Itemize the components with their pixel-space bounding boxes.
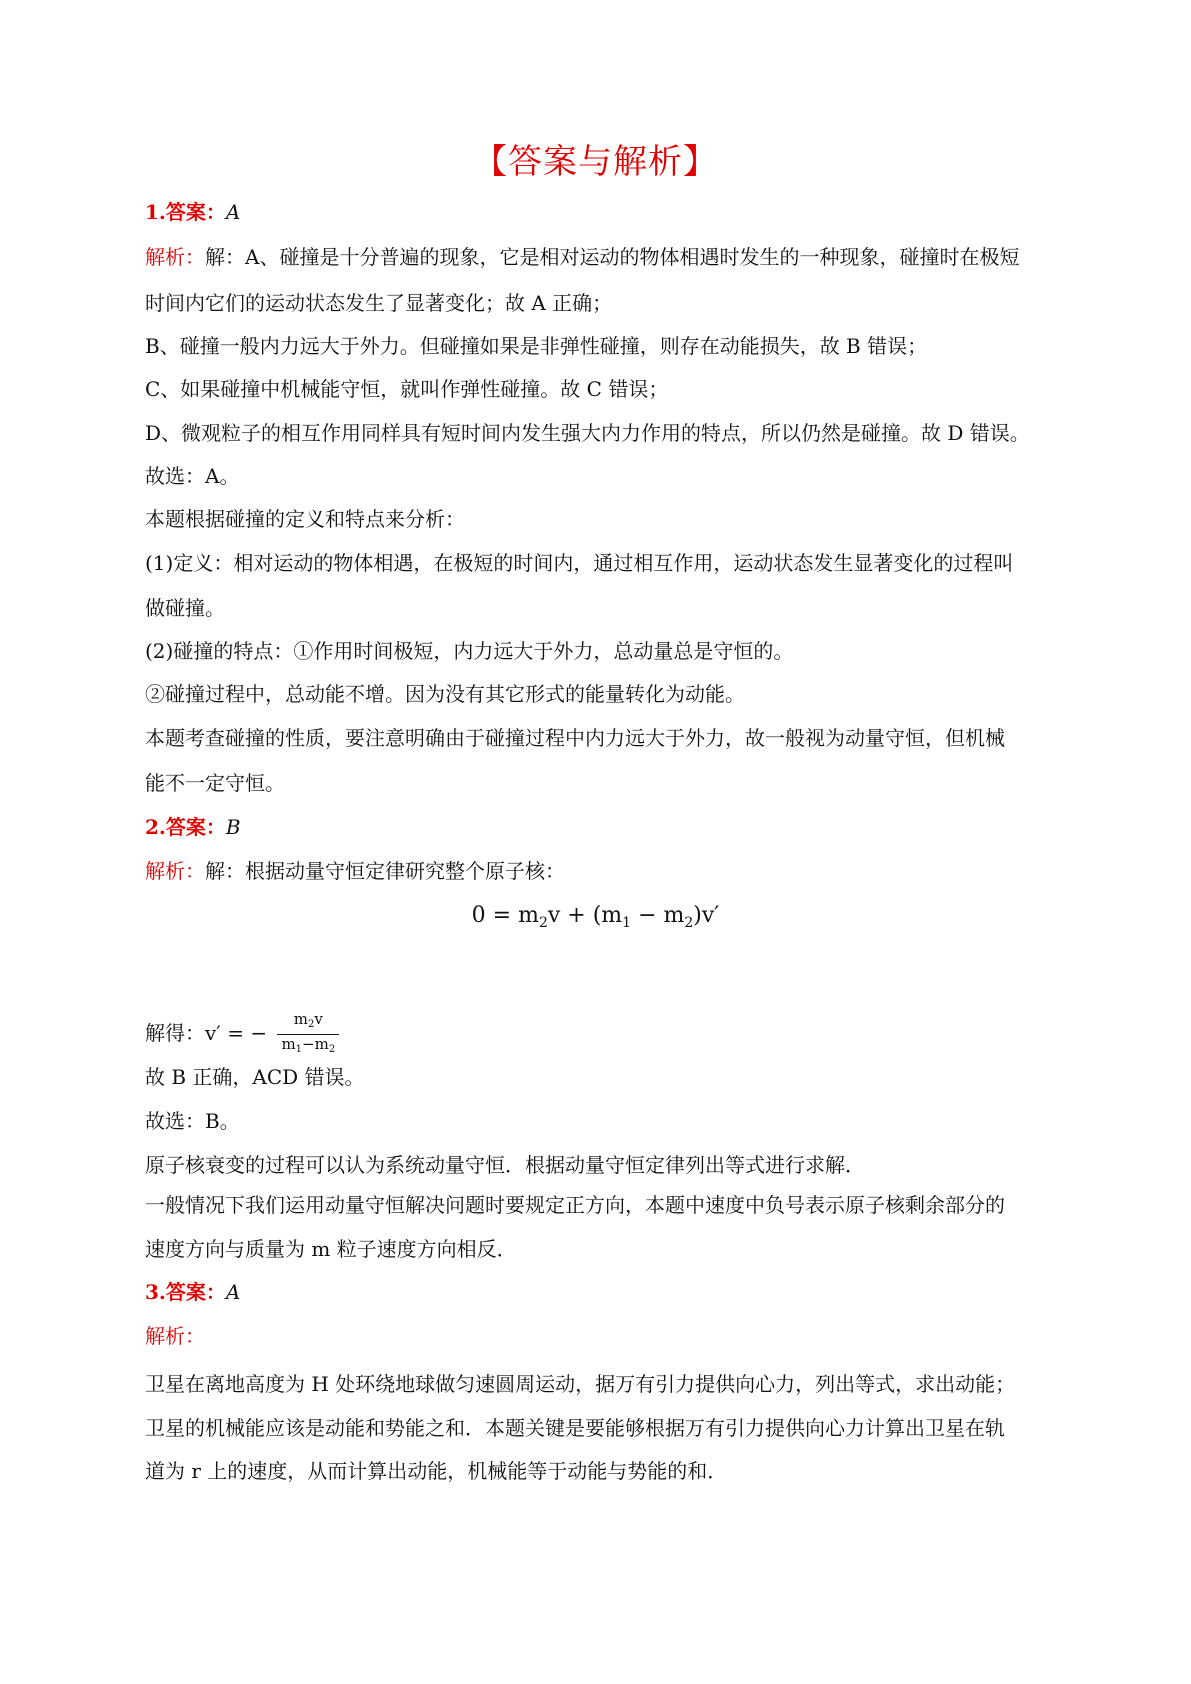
q1-analysis-line-6: 故选：A。 [145, 464, 240, 488]
fraction-numerator [277, 1010, 339, 1035]
q2-analysis-line-4: 原子核衰变的过程可以认为系统动量守恒．根据动量守恒定律列出等式进行求解． [145, 1153, 865, 1177]
q1-answer-label: 1.答案： [145, 200, 226, 224]
q3-answer [145, 1278, 1055, 1306]
q1-answer [145, 198, 1055, 226]
velocity-fraction [277, 1010, 339, 1059]
momentum-equation [0, 901, 1191, 938]
q2-analysis-line-5: 一般情况下我们运用动量守恒解决问题时要规定正方向，本题中速度中负号表示原子核剩余部分的 [145, 1193, 1005, 1217]
q1-analysis-line-13: 能不一定守恒。 [145, 771, 285, 795]
q2-answer-value: B [225, 815, 241, 839]
q2-answer [145, 813, 1055, 841]
q1-analysis-line-9: 做碰撞。 [145, 596, 225, 620]
q1-analysis-line-1 [145, 243, 1055, 271]
q1-analysis-line-4: C、如果碰撞中机械能守恒，就叫作弹性碰撞。故 C 错误； [145, 377, 669, 401]
q2-analysis-line-3: 故选：B。 [145, 1109, 240, 1133]
solve-lhs: v′ = − [205, 1021, 268, 1045]
q3-analysis-line-2: 卫星的机械能应该是动能和势能之和．本题关键是要能够根据万有引力提供向心力计算出卫星在轨 [145, 1416, 1005, 1440]
q1-analysis-line-8: (1)定义：相对运动的物体相遇，在极短的时间内，通过相互作用，运动状态发生显著变化的过程叫 [145, 551, 1014, 575]
q3-analysis-line-3: 道为 r 上的速度，从而计算出动能，机械能等于动能与势能的和． [145, 1459, 728, 1483]
q1-answer-value: A [225, 200, 241, 224]
q1-analysis-line-3: B、碰撞一般内力远大于外力。但碰撞如果是非弹性碰撞，则存在动能损失，故 B 错误； [145, 334, 928, 358]
q2-analysis-line-6: 速度方向与质量为 m 粒子速度方向相反． [145, 1237, 517, 1261]
q2-analysis-label: 解析： [145, 859, 205, 883]
frac-sub: 1 [295, 1044, 303, 1055]
eq-part: − m [631, 903, 685, 928]
q3-analysis-label: 解析： [145, 1324, 205, 1348]
q3-analysis-line-1: 卫星在离地高度为 H 处环绕地球做匀速圆周运动，据万有引力提供向心力，列出等式，求出动能； [145, 1372, 1016, 1396]
solve-label: 解得： [145, 1021, 205, 1045]
frac-sub: 2 [308, 1019, 315, 1030]
frac-part: m [281, 1035, 296, 1053]
q1-analysis-label: 解析： [145, 245, 205, 269]
fraction-denominator [277, 1035, 339, 1059]
eq-sub: 2 [538, 915, 548, 931]
q1-analysis-line-10: (2)碰撞的特点：①作用时间极短，内力远大于外力，总动量总是守恒的。 [145, 639, 794, 663]
eq-part: )v′ [693, 903, 720, 928]
q1-analysis-line-2: 时间内它们的运动状态发生了显著变化；故 A 正确； [145, 291, 613, 315]
q3-answer-value: A [225, 1280, 241, 1304]
q1-analysis-line-11: ②碰撞过程中，总动能不增。因为没有其它形式的能量转化为动能。 [145, 682, 745, 706]
eq-part: v + (m [547, 903, 623, 928]
q1-text: 解：A、碰撞是十分普遍的现象，它是相对运动的物体相遇时发生的一种现象，碰撞时在极短 [205, 245, 1020, 269]
eq-sub: 1 [622, 915, 632, 931]
q2-analysis-line-2: 故 B 正确，ACD 错误。 [145, 1065, 365, 1089]
frac-part: −m [302, 1035, 329, 1053]
frac-part: m [293, 1010, 309, 1028]
frac-part: v [314, 1010, 323, 1028]
eq-part: 0 = m [471, 903, 539, 928]
solution-line [145, 1010, 339, 1062]
q3-answer-label: 3.答案： [145, 1280, 226, 1304]
q2-text: 解：根据动量守恒定律研究整个原子核： [205, 859, 565, 883]
q2-analysis-line-1 [145, 857, 1055, 885]
page-title: 【答案与解析】 [473, 142, 718, 182]
eq-sub: 2 [684, 915, 694, 931]
q2-answer-label: 2.答案： [145, 815, 226, 839]
frac-sub: 2 [328, 1044, 336, 1055]
q1-analysis-line-5: D、微观粒子的相互作用同样具有短时间内发生强大内力作用的特点，所以仍然是碰撞。故 D 错误。 [145, 421, 1030, 445]
q1-analysis-line-12: 本题考查碰撞的性质，要注意明确由于碰撞过程中内力远大于外力，故一般视为动量守恒，但机械 [145, 726, 1005, 750]
q1-analysis-line-7: 本题根据碰撞的定义和特点来分析： [145, 507, 465, 531]
